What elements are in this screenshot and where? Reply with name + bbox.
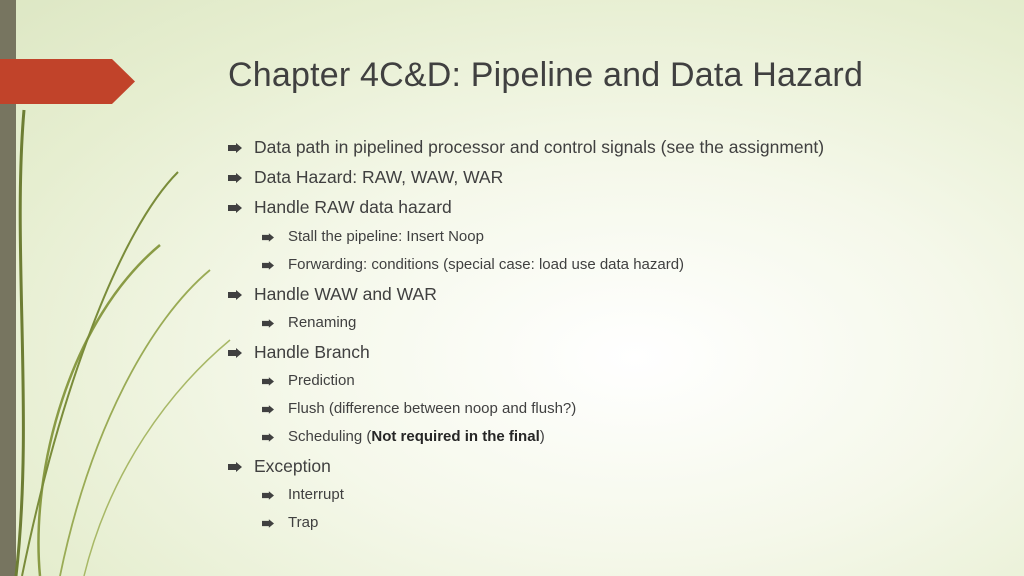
bullet-text: Renaming [288, 314, 357, 331]
bullet-text: Trap [288, 514, 319, 531]
bullet-text: Handle Branch [254, 342, 370, 362]
bullet-text [288, 428, 545, 445]
bullet-text: Exception [254, 456, 331, 476]
bullet-text-before: Scheduling ( [288, 428, 372, 445]
arrow-bullet-icon [262, 491, 274, 500]
arrow-bullet-icon [228, 462, 242, 472]
bullet-text: Stall the pipeline: Insert Noop [288, 228, 484, 245]
bullet-text: Data Hazard: RAW, WAW, WAR [254, 167, 504, 187]
arrow-bullet-icon [228, 173, 242, 183]
bullet-text: Handle RAW data hazard [254, 197, 452, 217]
arrow-bullet-icon [228, 143, 242, 153]
bullet-text-bold: Not required in the final [371, 428, 540, 445]
bullet-text: Interrupt [288, 486, 344, 503]
slide-title: Chapter 4C&D: Pipeline and Data Hazard [228, 56, 864, 94]
arrow-bullet-icon [262, 377, 274, 386]
bullet-text: Flush (difference between noop and flush?) [288, 400, 577, 417]
arrow-bullet-icon [262, 233, 274, 242]
bullet-text-after: ) [539, 428, 545, 445]
bullet-text: Data path in pipelined processor and control signals (see the assignment) [254, 137, 825, 157]
arrow-bullet-icon [262, 319, 274, 328]
arrow-bullet-icon [228, 203, 242, 213]
bullet-text: Handle WAW and WAR [254, 284, 437, 304]
bullet-text: Forwarding: conditions (special case: load use data hazard) [288, 256, 685, 273]
arrow-bullet-icon [228, 290, 242, 300]
arrow-bullet-icon [262, 433, 274, 442]
arrow-bullet-icon [262, 261, 274, 270]
bullet-text: Prediction [288, 372, 355, 389]
arrow-bullet-icon [228, 348, 242, 358]
arrow-bullet-icon [262, 405, 274, 414]
arrow-bullet-icon [262, 519, 274, 528]
